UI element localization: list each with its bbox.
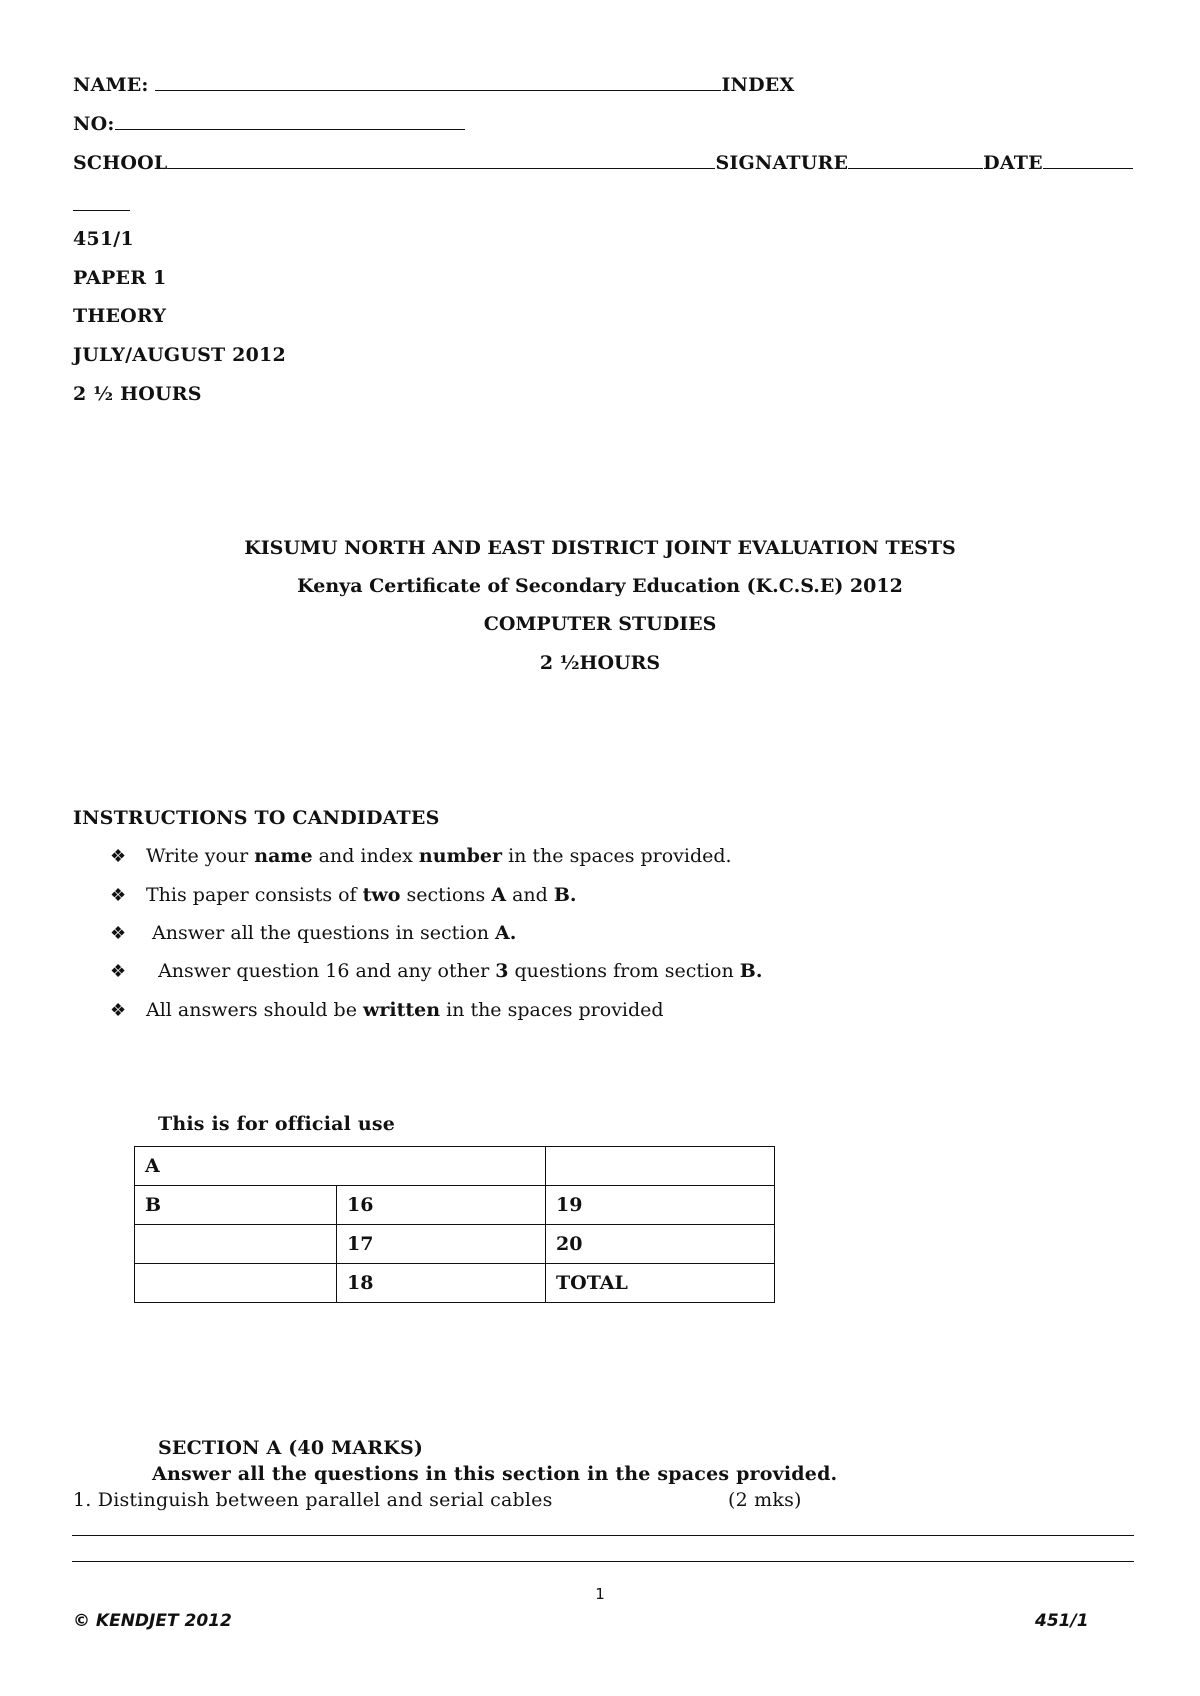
answer-line[interactable] — [72, 1561, 1134, 1562]
date-label: DATE — [983, 152, 1043, 174]
instruction-item: ❖ This paper consists of two sections A and B. — [110, 884, 577, 906]
instructions-heading: INSTRUCTIONS TO CANDIDATES — [73, 807, 440, 829]
table-cell[interactable]: 16 — [337, 1186, 546, 1225]
table-cell[interactable]: TOTAL — [546, 1264, 775, 1303]
date-blank[interactable] — [1043, 152, 1133, 169]
instruction-item: ❖ Answer question 16 and any other 3 questions from section B. — [110, 960, 763, 982]
instruction-item: ❖ All answers should be written in the spaces provided — [110, 999, 664, 1021]
paper-type: THEORY — [73, 305, 167, 327]
question-1-marks: (2 mks) — [728, 1489, 802, 1511]
bullet-diamond-icon: ❖ — [110, 846, 127, 867]
paper-date: JULY/AUGUST 2012 — [73, 344, 286, 366]
instruction-item: ❖ Answer all the questions in section A. — [110, 922, 517, 944]
school-row — [73, 152, 1133, 174]
name-blank[interactable] — [155, 74, 721, 91]
table-cell[interactable]: 17 — [337, 1225, 546, 1264]
table-cell[interactable]: 18 — [337, 1264, 546, 1303]
exam-title: KISUMU NORTH AND EAST DISTRICT JOINT EVALUATION TESTS — [244, 537, 956, 559]
bullet-diamond-icon: ❖ — [110, 885, 127, 906]
table-cell[interactable] — [546, 1147, 775, 1186]
table-row — [135, 1225, 775, 1264]
paper-duration: 2 ½ HOURS — [73, 383, 202, 405]
question-1-text: 1. Distinguish between parallel and serial cables — [73, 1489, 553, 1511]
paper-code: 451/1 — [73, 228, 134, 250]
table-row — [135, 1264, 775, 1303]
table-cell[interactable]: 20 — [546, 1225, 775, 1264]
table-cell[interactable]: 19 — [546, 1186, 775, 1225]
instruction-item: ❖ Write your name and index number in the spaces provided. — [110, 845, 732, 867]
name-field-row — [73, 74, 794, 96]
bullet-diamond-icon: ❖ — [110, 961, 127, 982]
exam-certificate: Kenya Certificate of Secondary Education (K.C.S.E) 2012 — [297, 575, 903, 597]
table-row — [135, 1186, 775, 1225]
table-cell[interactable]: A — [135, 1147, 546, 1186]
school-label: SCHOOL — [73, 152, 168, 174]
no-label: NO: — [73, 113, 115, 135]
index-no-blank[interactable] — [115, 113, 465, 130]
bullet-diamond-icon: ❖ — [110, 1000, 127, 1021]
footer-paper-code: 451/1 — [1035, 1611, 1089, 1631]
name-label: NAME: — [73, 74, 149, 96]
table-cell[interactable]: B — [135, 1186, 337, 1225]
footer-copyright: © KENDJET 2012 — [73, 1611, 232, 1631]
exam-duration: 2 ½HOURS — [539, 652, 661, 674]
section-a-heading: SECTION A (40 MARKS) — [158, 1437, 424, 1459]
school-blank[interactable] — [167, 152, 715, 169]
signature-blank[interactable] — [848, 152, 983, 169]
index-no-row — [73, 113, 465, 135]
bullet-diamond-icon: ❖ — [110, 923, 127, 944]
index-label: INDEX — [721, 74, 795, 96]
paper-number: PAPER 1 — [73, 267, 167, 289]
exam-subject: COMPUTER STUDIES — [483, 613, 717, 635]
official-use-table — [134, 1146, 775, 1303]
table-row — [135, 1147, 775, 1186]
date-blank-continuation — [73, 210, 130, 211]
table-cell[interactable] — [135, 1264, 337, 1303]
page-number: 1 — [595, 1585, 605, 1603]
section-a-instruction: Answer all the questions in this section in the spaces provided. — [152, 1463, 838, 1485]
signature-label: SIGNATURE — [715, 152, 849, 174]
answer-line[interactable] — [72, 1535, 1134, 1536]
table-cell[interactable] — [135, 1225, 337, 1264]
official-use-caption: This is for official use — [158, 1113, 396, 1135]
